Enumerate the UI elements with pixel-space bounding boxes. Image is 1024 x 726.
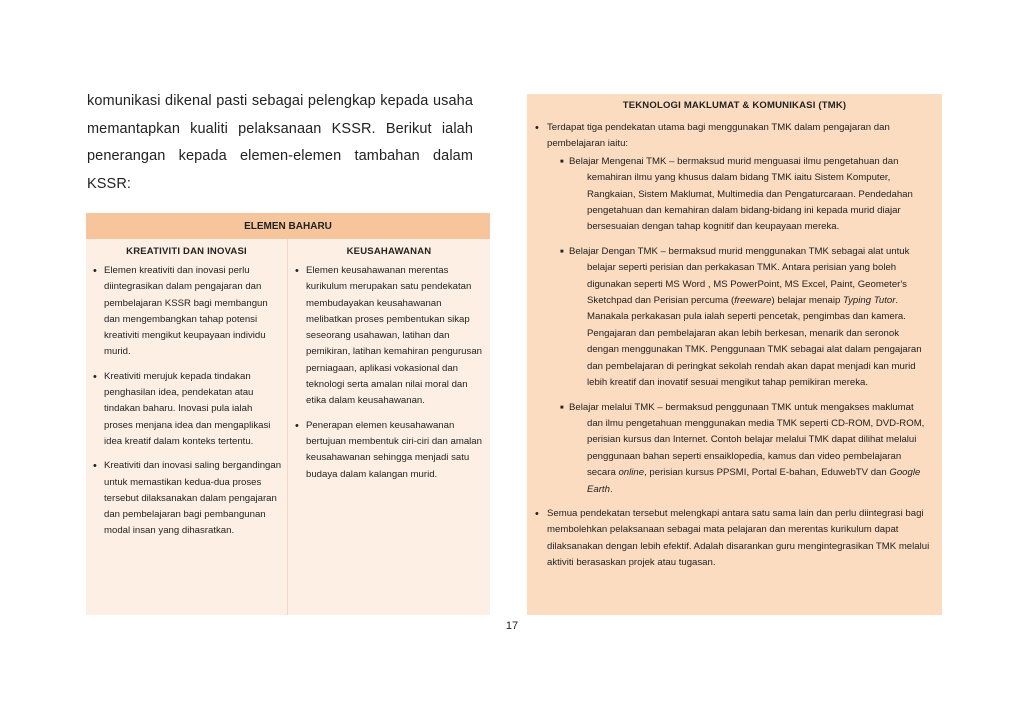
tmk-intro-item xyxy=(547,120,930,498)
list-item: • Elemen kreativiti dan inovasi perlu diintegrasikan dalam pengajaran dan pembelajaran KSSR bagi membangun dan mengembangkan tahap potensi kreativiti mengikut keupayaan individu murid. xyxy=(104,263,283,361)
tmk-box xyxy=(527,94,942,615)
list-item: • Kreativiti dan inovasi saling bergandingan untuk memastikan kedua-dua proses tersebut dilaksanakan dalam pengajaran dan pembelajaran bagi pembangunan modal insan yang dihasratkan. xyxy=(104,458,283,539)
approach-lead: Belajar Mengenai TMK xyxy=(569,155,667,167)
kreativiti-list xyxy=(90,263,283,540)
tmk-title: TEKNOLOGI MAKLUMAT & KOMUNIKASI (TMK) xyxy=(622,100,847,111)
page-number: 17 xyxy=(505,620,519,632)
approach-text: – bermaksud murid menguasai ilmu pengetahuan dan kemahiran ilmu yang khusus dalam bidang TMK iaitu Sistem Komputer, Rangkaian, Sistem Maklumat, Multimedia dan Pengaturcaraan. Pendedahan pengetahuan dan kemahiran dalam bidang-bidang ini kepada murid diajar bersesuaian dengan tahap kognitif dan keupayaan mereka. xyxy=(587,155,913,233)
intro-paragraph xyxy=(87,88,473,198)
intro-text: komunikasi dikenal pasti sebagai pelengkap kepada usaha memantapkan kualiti pelaksanaan KSSR. Berikut ialah penerangan kepada elemen-elemen tambahan dalam KSSR: xyxy=(87,93,473,192)
elemen-baharu-body xyxy=(86,239,490,615)
approach-item xyxy=(569,154,930,236)
keusahawanan-heading: KEUSAHAWANAN xyxy=(346,245,432,257)
approach-item xyxy=(569,244,930,392)
approach-text: ) belajar menaip xyxy=(771,295,843,307)
online-term: online xyxy=(618,467,645,479)
approach-text: . Manakala perkakasan pula ialah seperti pencetak, pengimbas dan kamera. Pengajaran dan pembelajaran akan lebih berkesan, menarik dan seronok dengan menggunakan TMK. Penggunaan TMK sebagai alat dalam pengajaran dan pembelajaran di peringkat sekolah rendah akan dapat menjadi kan murid lebih kreatif dan inovatif sesuai mengikut tahap pemikiran mereka. xyxy=(587,295,922,389)
tmk-list xyxy=(527,120,942,572)
approach-text: , perisian kursus PPSMI, Portal E-bahan, EduwebTV dan xyxy=(644,467,890,479)
elemen-baharu-title: ELEMEN BAHARU xyxy=(86,213,490,239)
kreativiti-column xyxy=(86,239,288,615)
approach-text: . xyxy=(609,483,613,495)
approach-lead: Belajar melalui TMK xyxy=(569,401,655,413)
keusahawanan-list xyxy=(292,263,486,483)
approach-text: – bermaksud penggunaan TMK untuk mengakses maklumat dan ilmu pengetahuan menggunakan media TMK seperti CD-ROM, DVD-ROM, perisian kursus dan Internet. Contoh belajar melalui TMK dapat dilihat melalui penggunaan bahan seperti ensaiklopedia, kamus dan video pembelajaran secara xyxy=(587,401,925,479)
tmk-intro-text: Terdapat tiga pendekatan utama bagi menggunakan TMK dalam pengajaran dan pembelajaran iaitu: xyxy=(547,122,890,150)
approach-text: – bermaksud murid menggunakan TMK sebagai alat untuk belajar seperti perisian dan perkakasan TMK. Antara perisian yang boleh digunakan seperti MS Word , MS PowerPoint, MS Excel, Paint, Geometer's Sketchpad dan Perisian percuma ( xyxy=(587,245,910,307)
tmk-approaches xyxy=(547,154,930,498)
list-item: • Penerapan elemen keusahawanan bertujuan membentuk ciri-ciri dan amalan keusahawanan sehingga menjadi satu budaya dalam kalangan murid. xyxy=(306,418,486,483)
approach-lead: Belajar Dengan TMK xyxy=(569,245,658,257)
elemen-baharu-table xyxy=(86,213,490,615)
typing-tutor-term: Typing Tutor xyxy=(842,295,896,307)
keusahawanan-column xyxy=(288,239,490,615)
list-item: • Kreativiti merujuk kepada tindakan penghasilan idea, pendekatan atau tindakan baharu. Inovasi pula ialah proses menjana idea dan mengaplikasi idea kreatif dalam konteks tertentu. xyxy=(104,369,283,450)
google-earth-term: Google Earth xyxy=(587,467,921,495)
tmk-closing-item: • Semua pendekatan tersebut melengkapi antara satu sama lain dan perlu diintegrasi bagi membolehkan pelaksanaan sebagai mata pelajaran dan merentas kurikulum dapat dilaksanakan dengan lebih efektif. Adalah disarankan guru mengintegrasikan TMK melalui aktiviti berasaskan projek atau tugasan. xyxy=(547,506,930,572)
approach-item xyxy=(569,400,930,498)
list-item: • Elemen keusahawanan merentas kurikulum merupakan satu pendekatan membudayakan keusahawanan melibatkan proses pembentukan sikap seseorang usahawan, latihan dan pemikiran, latihan kemahiran pengurusan perniagaan, aplikasi vokasional dan teknologi serta amalan nilai moral dan etika dalam keusahawanan. xyxy=(306,263,486,410)
kreativiti-heading: KREATIVITI DAN INOVASI xyxy=(126,245,247,257)
freeware-term: freeware xyxy=(734,295,772,307)
